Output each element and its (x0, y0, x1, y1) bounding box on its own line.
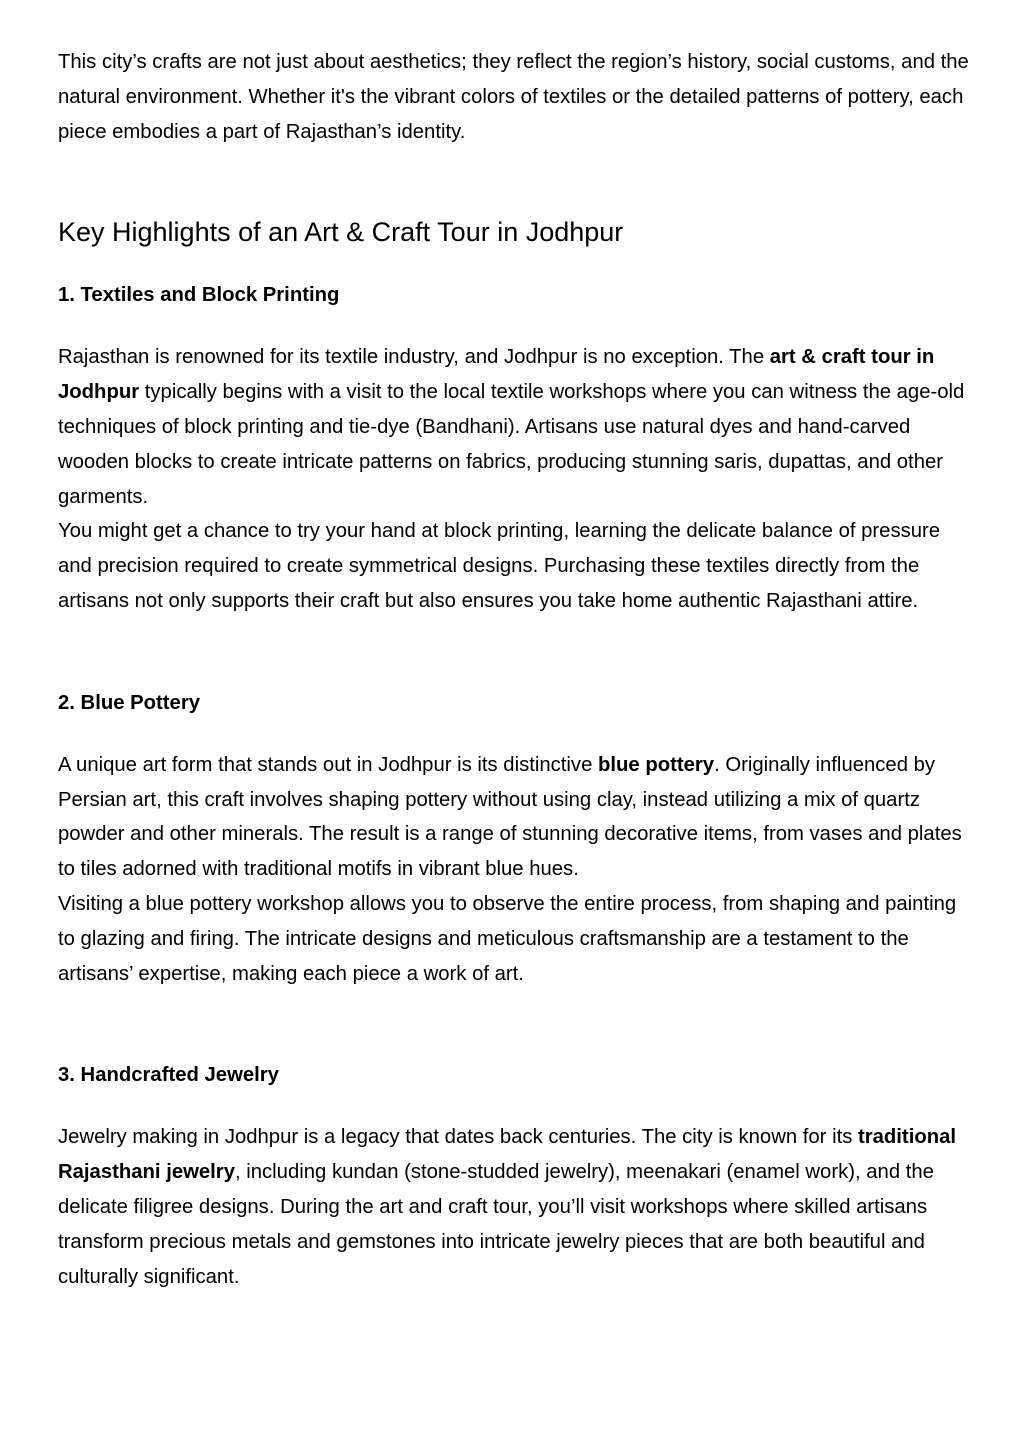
jewelry-text-a: Jewelry making in Jodhpur is a legacy that dates back centuries. The city is known for its (58, 1126, 858, 1149)
textiles-bold-link-text: art & craft tour in Jodhpur (58, 346, 935, 404)
document-page (58, 45, 970, 1294)
intro-paragraph: This city’s crafts are not just about aesthetics; they reflect the region’s history, social customs, and the natural environment. Whether it's the vibrant colors of textiles or the detailed patterns of pottery, each piece embodies a part of Rajasthan’s identity. (58, 51, 969, 143)
jewelry-paragraph-1 (58, 1120, 970, 1294)
pottery-text-b: . Originally influenced by Persian art, this craft involves shaping pottery without using clay, instead utilizing a mix of quartz powder and other minerals. The result is a range of stunning decorative items, from vases and plates to tiles adorned with traditional motifs in vibrant blue hues. (58, 753, 962, 881)
main-heading: Key Highlights of an Art & Craft Tour in Jodhpur (58, 217, 624, 248)
pottery-paragraph-2: Visiting a blue pottery workshop allows you to observe the entire process, from shaping and painting to glazing and firing. The intricate designs and meticulous craftsmanship are a testament to the artisans’ expertise, making each piece a work of art. (58, 892, 957, 985)
pottery-paragraph-1 (58, 748, 970, 887)
jewelry-text-b: , including kundan (stone-studded jewelry), meenakari (enamel work), and the delicate filigree designs. During the art and craft tour, you’ll visit workshops where skilled artisans transform precious metals and gemstones into intricate jewelry pieces that are both beautiful and culturally significant. (58, 1161, 934, 1288)
section-heading-jewelry: 3. Handcrafted Jewelry (58, 1064, 279, 1087)
section-heading-textiles: 1. Textiles and Block Printing (58, 284, 340, 307)
jewelry-bold-text: traditional Rajasthani jewelry (58, 1126, 957, 1184)
section-heading-blue-pottery: 2. Blue Pottery (58, 691, 201, 714)
textiles-text-a: Rajasthan is renowned for its textile industry, and Jodhpur is no exception. The (58, 346, 770, 369)
textiles-paragraph-1 (58, 340, 970, 514)
textiles-text-b: typically begins with a visit to the local textile workshops where you can witness the age-old techniques of block printing and tie-dye (Bandhani). Artisans use natural dyes and hand-carved wooden blocks to create intricate patterns on fabrics, producing stunning saris, dupattas, and other garments. (58, 381, 965, 508)
pottery-bold-text: blue pottery (598, 753, 715, 776)
pottery-text-a: A unique art form that stands out in Jodhpur is its distinctive (58, 753, 598, 776)
textiles-paragraph-2: You might get a chance to try your hand at block printing, learning the delicate balance of pressure and precision required to create symmetrical designs. Purchasing these textiles directly from the artisans not only supports their craft but also ensures you take home authentic Rajasthani attire. (58, 520, 941, 612)
